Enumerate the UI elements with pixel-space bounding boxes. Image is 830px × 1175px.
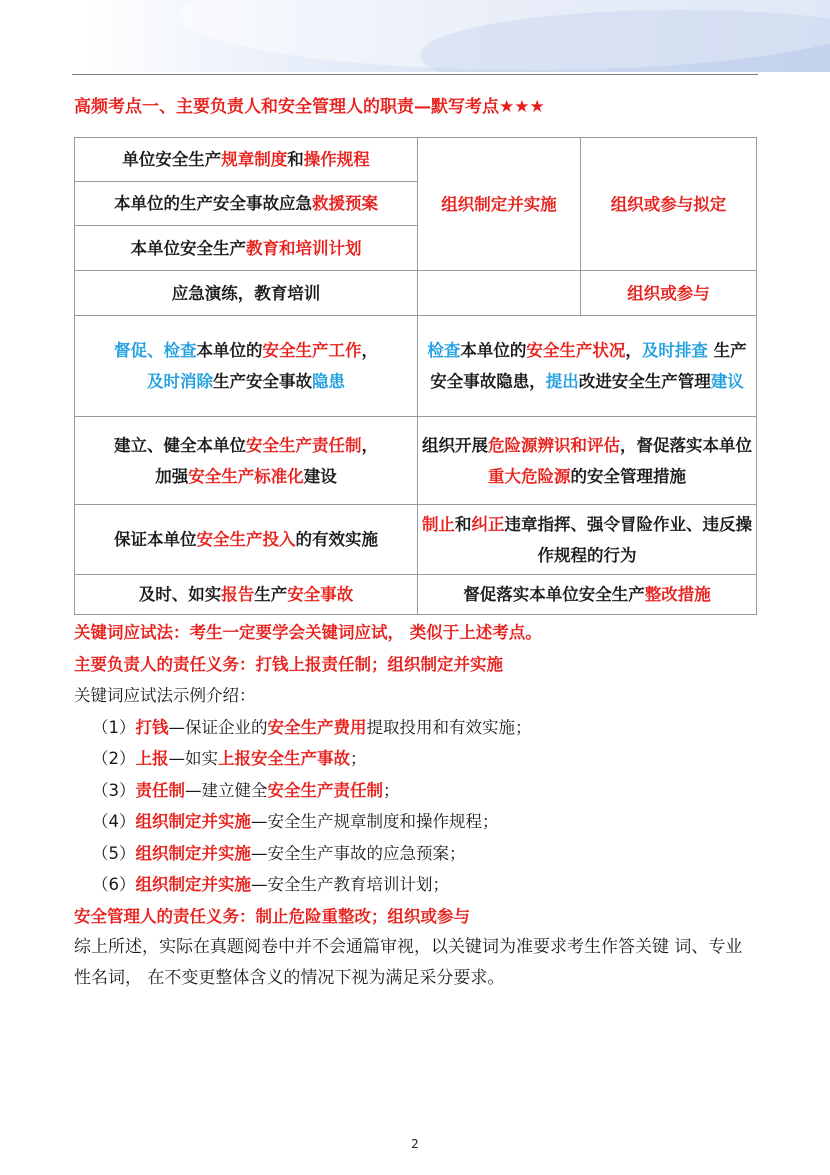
table-cell: 制止和纠正违章指挥、强令冒险作业、违反操作规程的行为 [418, 505, 757, 575]
list-item: （4）组织制定并实施—安全生产规章制度和操作规程； [92, 812, 499, 831]
header-rule [72, 74, 758, 75]
table-cell: 督促、检查本单位的安全生产工作， 及时消除生产安全事故隐患 [75, 316, 418, 417]
table-cell: 督促落实本单位安全生产整改措施 [418, 575, 757, 615]
table-cell: 单位安全生产规章制度和操作规程 [75, 138, 418, 182]
table-cell: 组织或参与 [581, 271, 757, 316]
note-keyword-method: 关键词应试法：考生一定要学会关键词应试， 类似于上述考点。 [74, 623, 542, 642]
page-number: 2 [411, 1137, 419, 1151]
notes-section [74, 617, 764, 994]
list-item: （2）上报—如实上报安全生产事故； [92, 749, 367, 768]
table-cell: 本单位安全生产教育和培训计划 [75, 226, 418, 271]
table-row [75, 271, 757, 316]
table-cell: 组织或参与拟定 [581, 138, 757, 271]
table-cell: 应急演练，教育培训 [75, 271, 418, 316]
table-cell: 建立、健全本单位安全生产责任制， 加强安全生产标准化建设 [75, 417, 418, 505]
table-cell: 检查本单位的安全生产状况，及时排查 生产安全事故隐患，提出改进安全生产管理建议 [418, 316, 757, 417]
table-cell: 组织制定并实施 [418, 138, 581, 271]
table-row [75, 316, 757, 417]
table-cell: 及时、如实报告生产安全事故 [75, 575, 418, 615]
table-cell-empty [418, 271, 581, 316]
summary-paragraph: 综上所述，实际在真题阅卷中并不会通篇审视，以关键词为准要求考生作答关键 词、专业性名词， 在不变更整体含义的情况下视为满足采分要求。 [74, 937, 743, 988]
note-intro: 关键词应试法示例介绍： [74, 686, 256, 705]
header-banner [0, 0, 830, 72]
table-row [75, 138, 757, 182]
table-row [75, 417, 757, 505]
list-item: （6）组织制定并实施—安全生产教育培训计划； [92, 875, 449, 894]
table-row [75, 575, 757, 615]
note-safety-manager-duties: 安全管理人的责任义务：制止危险重整改；组织或参与 [74, 906, 470, 926]
note-principal-duties: 主要负责人的责任义务：打钱上报责任制；组织制定并实施 [74, 654, 503, 674]
table-cell: 组织开展危险源辨识和评估，督促落实本单位重大危险源的安全管理措施 [418, 417, 757, 505]
list-item: （3）责任制—建立健全安全生产责任制； [92, 780, 400, 800]
table-cell: 保证本单位安全生产投入的有效实施 [75, 505, 418, 575]
list-item: （5）组织制定并实施—安全生产事故的应急预案； [92, 843, 466, 863]
list-item: （1）打钱—保证企业的安全生产费用提取投用和有效实施； [92, 717, 532, 737]
table-cell: 本单位的生产安全事故应急救援预案 [75, 182, 418, 226]
section-heading: 高频考点一、主要负责人和安全管理人的职责—默写考点★★★ [74, 97, 545, 117]
table-row [75, 505, 757, 575]
duties-table [74, 137, 757, 615]
